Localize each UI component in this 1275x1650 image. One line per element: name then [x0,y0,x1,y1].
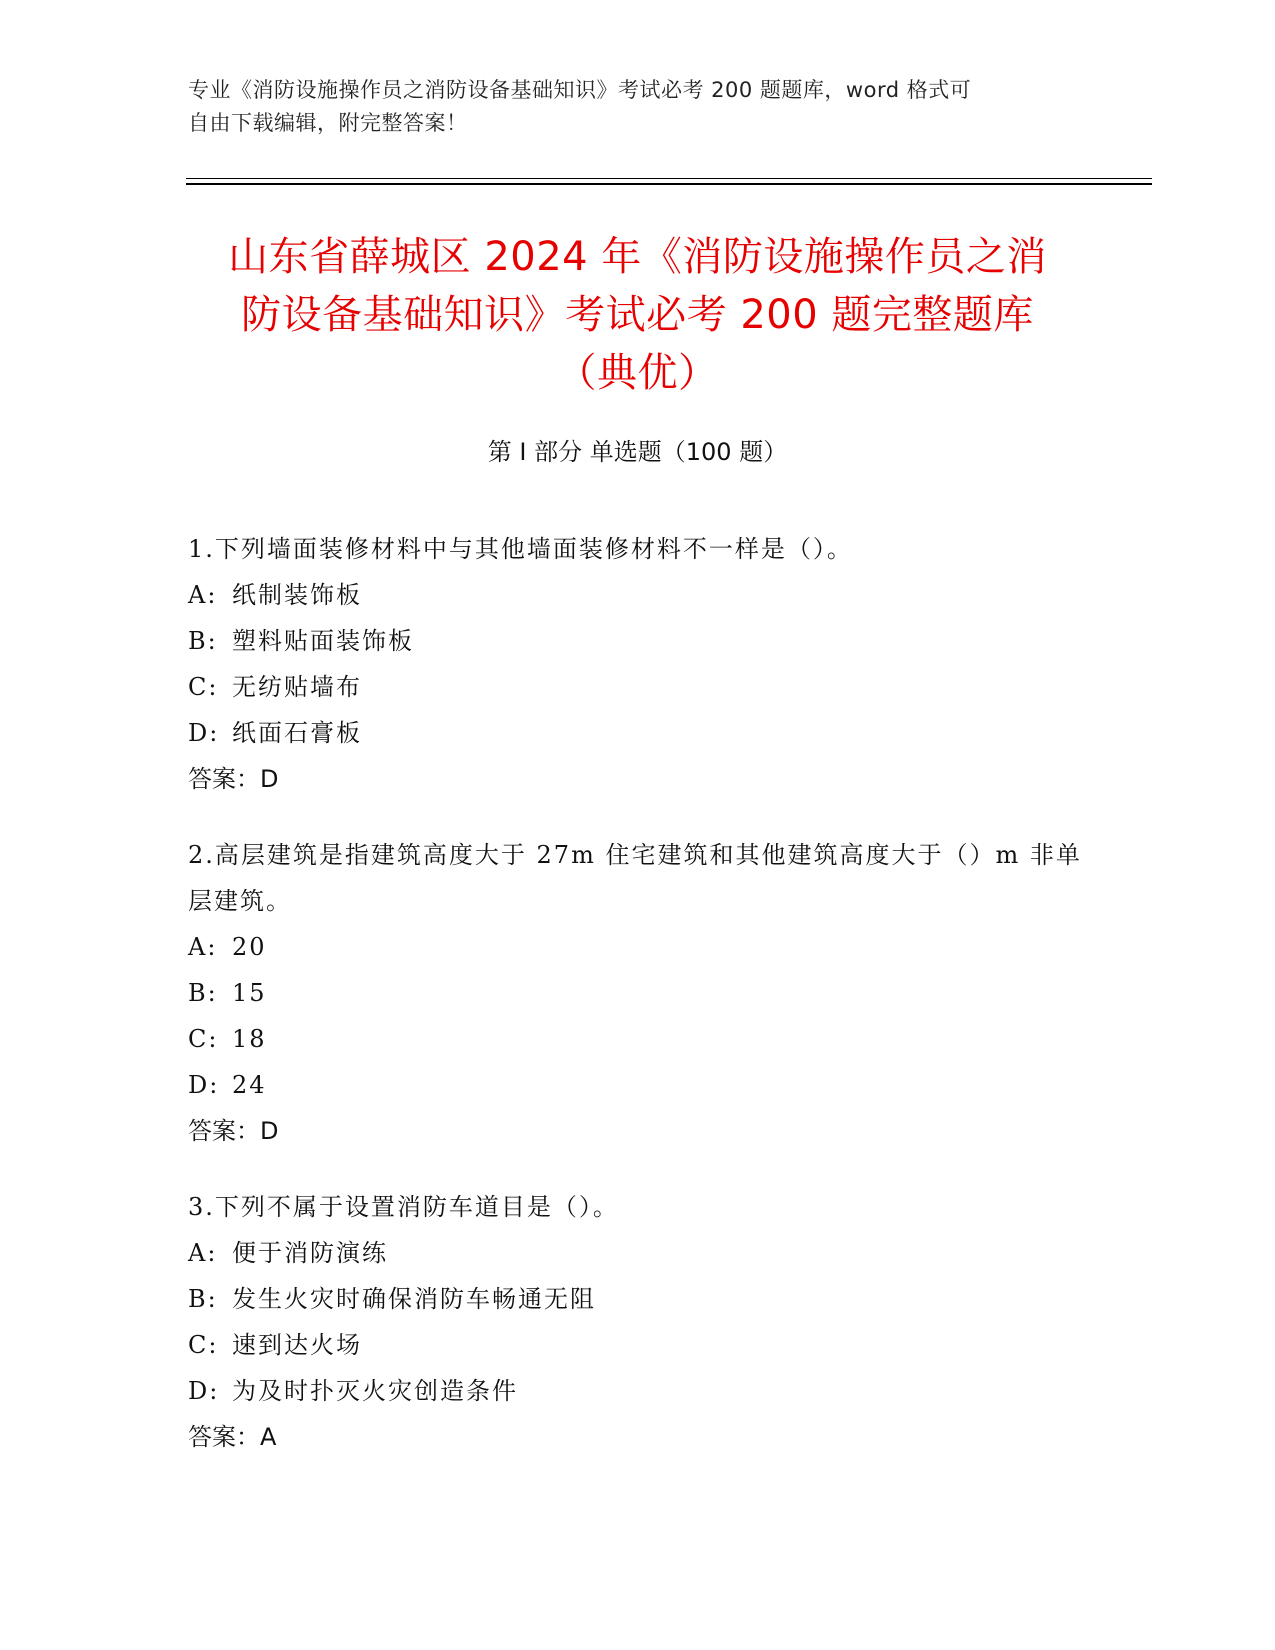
option-c [188,1322,1088,1368]
option-letter: B: [188,627,218,655]
option-letter: A: [188,933,218,961]
option-c [188,664,1088,710]
option-a [188,924,1088,970]
question-item [188,832,1088,1154]
option-text: 无纺贴墙布 [232,673,362,701]
title-line-3: （典优） [556,350,719,396]
option-d [188,710,1088,756]
option-letter: D: [188,1071,220,1099]
header-line-1: 专业《消防设施操作员之消防设备基础知识》考试必考 200 题题库，word 格式可 [188,78,972,102]
option-text: 塑料贴面装饰板 [232,627,414,655]
option-text: 便于消防演练 [232,1239,388,1267]
question-item [188,1184,1088,1460]
option-letter: D: [188,1377,220,1405]
option-text: 18 [232,1025,267,1053]
header-text [188,74,1088,140]
option-text: 为及时扑灭火灾创造条件 [232,1377,518,1405]
option-letter: C: [188,673,219,701]
question-answer: 答案：D [188,1117,279,1145]
option-d [188,1062,1088,1108]
option-text: 速到达火场 [232,1331,362,1359]
option-b [188,618,1088,664]
option-letter: C: [188,1025,219,1053]
option-letter: B: [188,1285,218,1313]
option-letter: D: [188,719,220,747]
question-stem: 3.下列不属于设置消防车道目是（）。 [188,1193,619,1221]
option-text: 发生火灾时确保消防车畅通无阻 [232,1285,596,1313]
option-b [188,1276,1088,1322]
option-d [188,1368,1088,1414]
document-title [160,228,1115,402]
header-divider-thick [186,183,1152,185]
question-item [188,526,1088,802]
question-answer: 答案：D [188,765,279,793]
option-text: 15 [232,979,267,1007]
option-text: 纸制装饰板 [232,581,362,609]
option-letter: A: [188,581,218,609]
header-divider-thin [186,178,1152,179]
question-list [188,526,1088,1490]
option-a [188,1230,1088,1276]
title-line-2: 防设备基础知识》考试必考 200 题完整题库 [241,292,1034,338]
option-b [188,970,1088,1016]
option-c [188,1016,1088,1062]
option-text: 20 [232,933,267,961]
option-a [188,572,1088,618]
header-line-2: 自由下载编辑，附完整答案！ [188,111,468,135]
title-line-1: 山东省薛城区 2024 年《消防设施操作员之消 [228,234,1047,280]
question-answer: 答案：A [188,1423,277,1451]
question-stem: 1.下列墙面装修材料中与其他墙面装修材料不一样是（）。 [188,535,853,563]
option-letter: C: [188,1331,219,1359]
question-stem: 2.高层建筑是指建筑高度大于 27m 住宅建筑和其他建筑高度大于（）m 非单层建筑。 [188,841,1082,915]
option-letter: A: [188,1239,218,1267]
option-text: 24 [232,1071,267,1099]
option-text: 纸面石膏板 [232,719,362,747]
option-letter: B: [188,979,218,1007]
section-heading: 第 I 部分 单选题（100 题） [487,438,788,466]
